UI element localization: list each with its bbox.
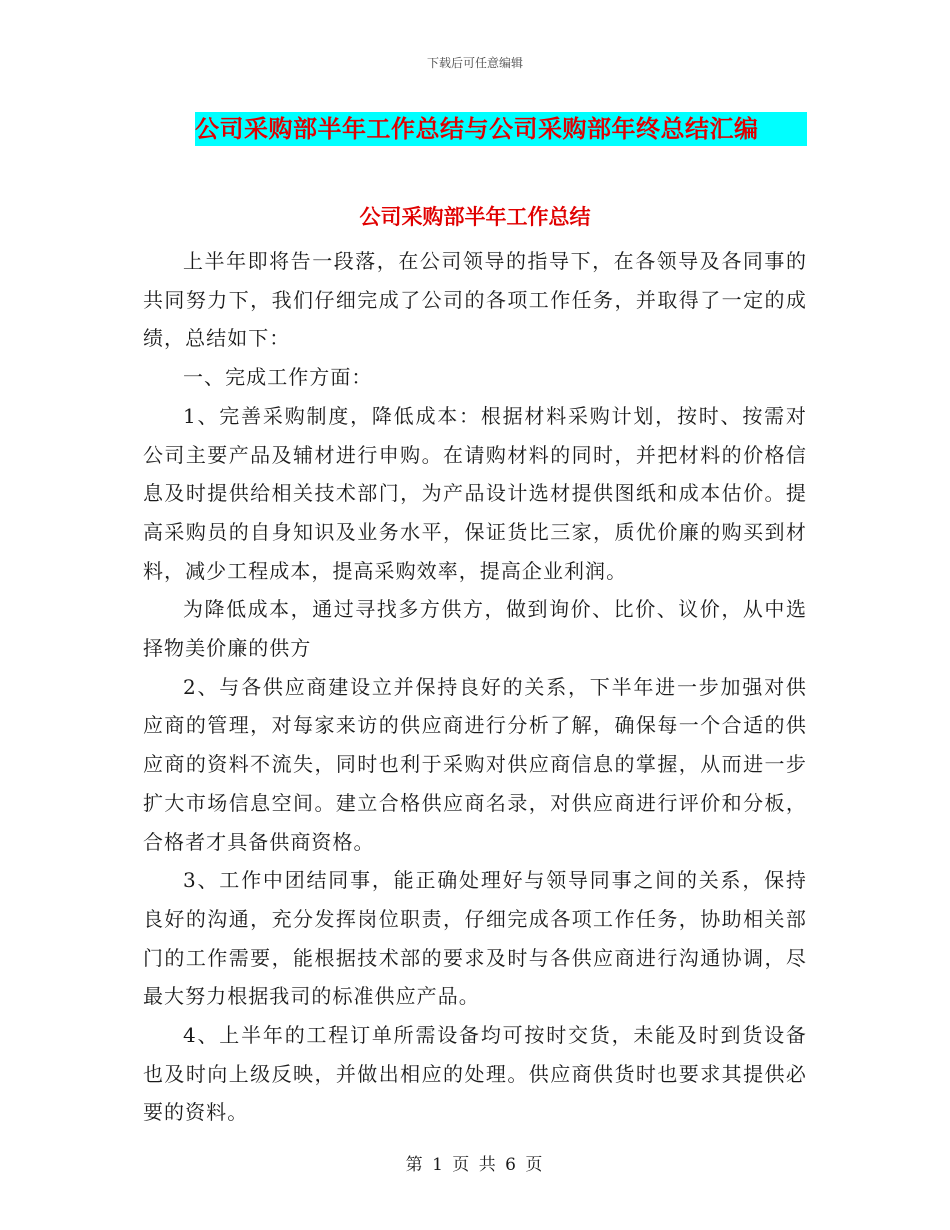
paragraph-cost-reduction: 为降低成本，通过寻找多方供方，做到询价、比价、议价，从中选择物美价廉的供方 <box>143 597 807 661</box>
main-title-highlight <box>195 112 807 146</box>
paragraph-item-1: 1、完善采购制度，降低成本：根据材料采购计划，按时、按需对公司主要产品及辅材进行申购。在请购材料的同时，并把材料的价格信息及时提供给相关技术部门，为产品设计选材提供图纸和成本估价。提高采购员的自身知识及业务水平，保证货比三家，质优价廉的购买到材料，减少工程成本，提高采购效率，提高企业利润。 <box>143 403 807 583</box>
page-header-note: 下载后可任意编辑 <box>426 56 523 70</box>
paragraph-item-4: 4、上半年的工程订单所需设备均可按时交货，未能及时到货设备也及时向上级反映，并做出相应的处理。供应商供货时也要求其提供必要的资料。 <box>143 1023 807 1125</box>
document-body <box>143 242 807 1132</box>
paragraph-item-2: 2、与各供应商建设立并保持良好的关系，下半年进一步加强对供应商的管理，对每家来访的供应商进行分析了解，确保每一个合适的供应商的资料不流失，同时也利于采购对供应商信息的掌握，从而进一步扩大市场信息空间。建立合格供应商名录，对供应商进行评价和分板，合格者才具备供商资格。 <box>143 674 807 854</box>
paragraph-item-3: 3、工作中团结同事，能正确处理好与领导同事之间的关系，保持良好的沟通，充分发挥岗位职责，仔细完成各项工作任务，协助相关部门的工作需要，能根据技术部的要求及时与各供应商进行沟通协调，尽最大努力根据我司的标准供应产品。 <box>143 868 807 1009</box>
page-footer: 第 1 页 共 6 页 <box>405 1155 545 1175</box>
paragraph-heading-work: 一、完成工作方面： <box>183 365 373 390</box>
paragraph-intro: 上半年即将告一段落，在公司领导的指导下，在各领导及各同事的共同努力下，我们仔细完成了公司的各项工作任务，并取得了一定的成绩，总结如下： <box>143 249 807 351</box>
document-title: 公司采购部半年工作总结与公司采购部年终总结汇编 <box>195 115 759 143</box>
section-title: 公司采购部半年工作总结 <box>359 205 591 229</box>
